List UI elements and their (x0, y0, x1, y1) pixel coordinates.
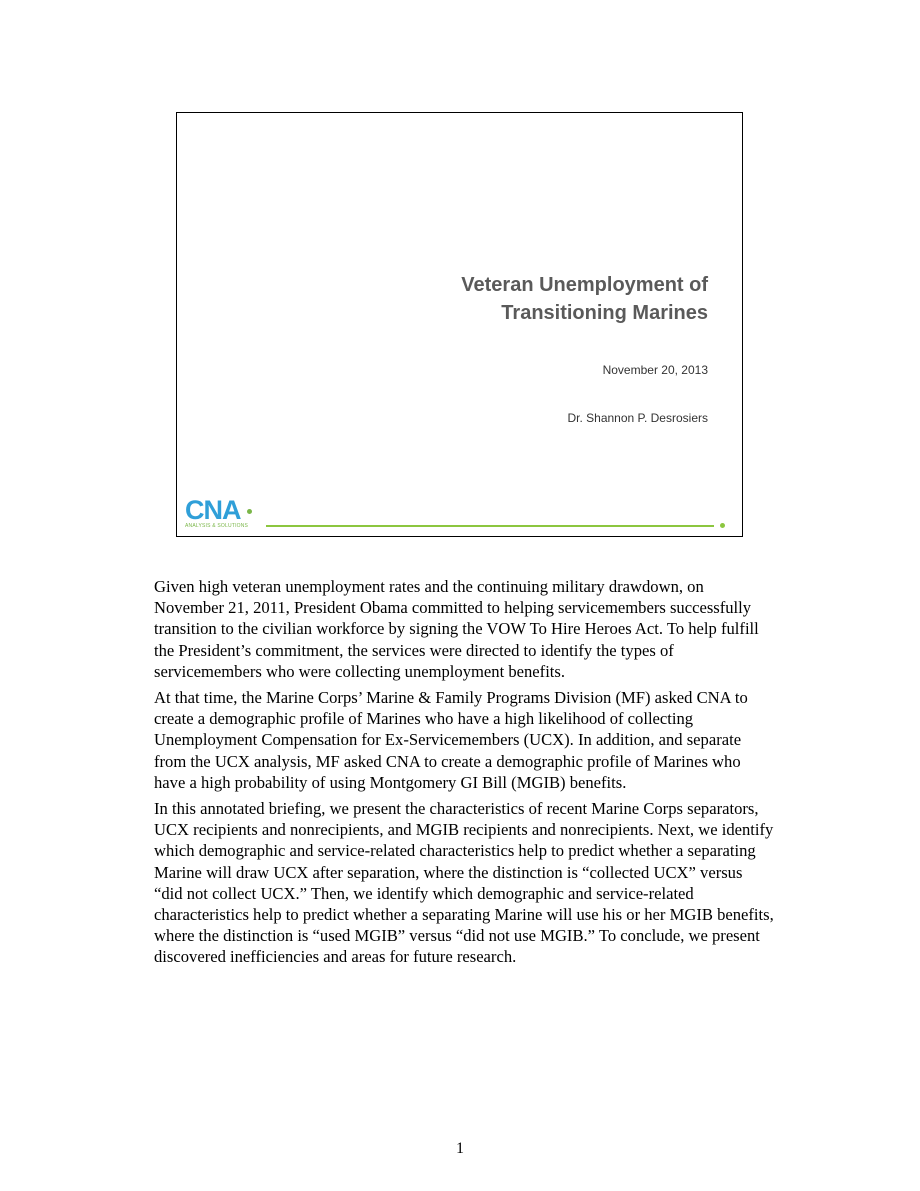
body-text (154, 576, 774, 973)
logo-name: CNA (185, 495, 241, 525)
slide-title (461, 271, 708, 327)
logo-dot-icon (247, 509, 252, 514)
page-number: 1 (456, 1140, 464, 1157)
title-slide (176, 112, 743, 537)
paragraph-3: In this annotated briefing, we present the characteristics of recent Marine Corps separators, UCX recipients and nonrecipients, and MGIB recipients and nonrecipients. Next, we identify which demographic and service-related characteristics help to predict whether a separating Marine will draw UCX after separation, where the distinction is “collected UCX” versus “did not collect UCX.” Then, we identify which demographic and service-related characteristics help to predict whether a separating Marine will use his or her MGIB benefits, where the distinction is “used MGIB” versus “did not use MGIB.” To conclude, we present discovered inefficiencies and areas for future research. (154, 799, 774, 967)
paragraph-1: Given high veteran unemployment rates and the continuing military drawdown, on November 21, 2011, President Obama committed to helping servicemembers successfully transition to the civilian workforce by signing the VOW To Hire Heroes Act. To help fulfill the President’s commitment, the services were directed to identify the types of servicemembers who were collecting unemployment benefits. (154, 577, 759, 681)
slide-date: November 20, 2013 (602, 363, 708, 377)
cna-logo (185, 497, 265, 533)
logo-tagline: ANALYSIS & SOLUTIONS (185, 523, 249, 529)
slide-author: Dr. Shannon P. Desrosiers (567, 411, 708, 425)
paragraph-2: At that time, the Marine Corps’ Marine & Family Programs Division (MF) asked CNA to create a demographic profile of Marines who have a high likelihood of collecting Unemployment Compensation for Ex-Servicemembers (UCX). In addition, and separate from the UCX analysis, MF asked CNA to create a demographic profile of Marines who have a high probability of using Montgomery GI Bill (MGIB) benefits. (154, 688, 748, 792)
slide-title-line-1: Veteran Unemployment of (461, 274, 708, 296)
slide-title-line-2: Transitioning Marines (501, 302, 708, 324)
footer-dot-icon (720, 523, 725, 528)
footer-rule (266, 525, 714, 527)
